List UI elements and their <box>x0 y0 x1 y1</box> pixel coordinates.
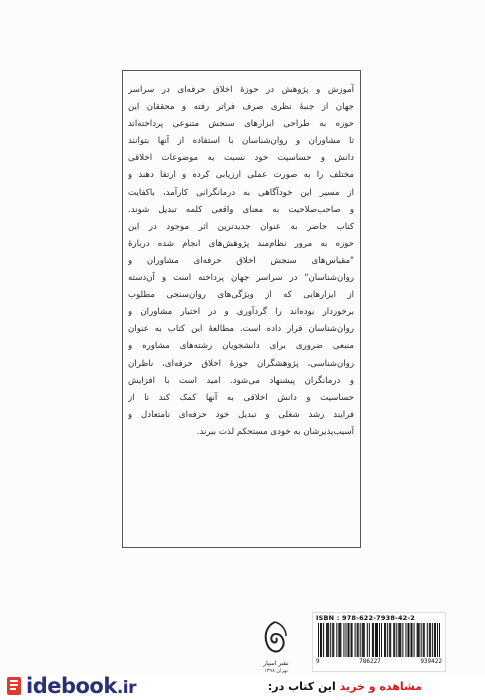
blurb-line: و درمانگران پیشنهاد می‌شود. امید است با افزایش <box>128 375 354 386</box>
blurb-line: فرایند رشد شغلی و تبدیل خود حرفه‌ای نامتعادل و <box>128 409 354 420</box>
blurb-line: روان‌شناسان" در سراسر جهان پرداخته است و آن‌دسته <box>128 273 354 284</box>
publisher-name: نشر اسپار <box>263 660 289 667</box>
blurb-line: حساسیت و دانش اخلاقی به آنها کمک کند تا از <box>128 392 354 403</box>
watermark-slogan-rest: این کتاب در: <box>267 680 340 693</box>
book-blurb <box>128 82 354 441</box>
blurb-line: حوزه به طراحی ابزارهای سنجش متنوعی پرداخته‌اند <box>128 119 354 130</box>
blurb-line: روان‌شناسان قرار داده است. مطالعهٔ این کتاب به عنوان <box>128 324 354 335</box>
blurb-line: مختلف را به صورت عملی ارزیابی کرده و ارتقا دهند و <box>128 170 354 181</box>
blurb-line: از مسیر این خودآگاهی به درمانگرانی کارآمد، باکفایت <box>128 187 354 198</box>
blurb-line: کتاب حاضر به عنوان جدیدترین اثر موجود در این <box>128 221 354 232</box>
watermark-brand-name: idebook <box>26 674 117 698</box>
blurb-line: دانش و حساسیت خود نسبت به موضوعات اخلاقی <box>128 153 354 164</box>
watermark-brand[interactable] <box>26 674 136 698</box>
idebook-logo-icon <box>6 675 24 697</box>
blurb-line: جهان از جنبهٔ نظری صرف فراتر رفته و محققان این <box>128 102 354 113</box>
blurb-line: روان‌شناسی، پژوهشگران حوزهٔ اخلاق حرفه‌ای، ناظران <box>128 358 354 369</box>
barcode-icon <box>318 623 440 657</box>
blurb-line: آسیب‌پذیرشان به خودی مستحکم لذت ببرند. <box>196 426 354 437</box>
blurb-line: آموزش و پژوهش در حوزهٔ اخلاق حرفه‌ای در سراسر <box>128 85 354 95</box>
blurb-line: "مقیاس‌های سنجش اخلاق حرفه‌ای مشاوران و <box>128 255 354 266</box>
blurb-line: از ابزارهایی که از ویژگی‌های روان‌سنجی مطلوب <box>128 290 354 301</box>
blurb-line: برخوردار بوده‌اند را گردآوری و در اختیار مشاوران و <box>128 307 354 318</box>
watermark-brand-suffix: .ir <box>116 678 136 698</box>
barcode-digit-group: 786227 <box>359 658 381 665</box>
blurb-line: تا مشاوران و روان‌شناسان با استفاده از آنها بتوانند <box>128 136 354 147</box>
blurb-line: حوزه به مرور نظام‌مند پژوهش‌های انجام شده دربارهٔ <box>128 238 354 249</box>
barcode-digit-group: 939422 <box>420 658 442 665</box>
publisher-subline: تهران ۱۳۹۸ <box>264 668 288 674</box>
publisher-logo-icon <box>262 620 288 660</box>
barcode-digit-group: 9 <box>316 658 320 665</box>
isbn-label: ISBN : 978-622-7938-42-2 <box>316 614 416 622</box>
blurb-line: منبعی ضروری برای دانشجویان رشته‌های مشاوره و <box>128 341 354 352</box>
watermark-slogan <box>196 680 422 693</box>
blurb-line: و صاحب‌صلاحیت به معنای واقعی کلمه تبدیل شوند. <box>128 204 354 215</box>
barcode-digits <box>316 658 442 665</box>
watermark-slogan-lead: مشاهده و خرید <box>339 680 422 693</box>
